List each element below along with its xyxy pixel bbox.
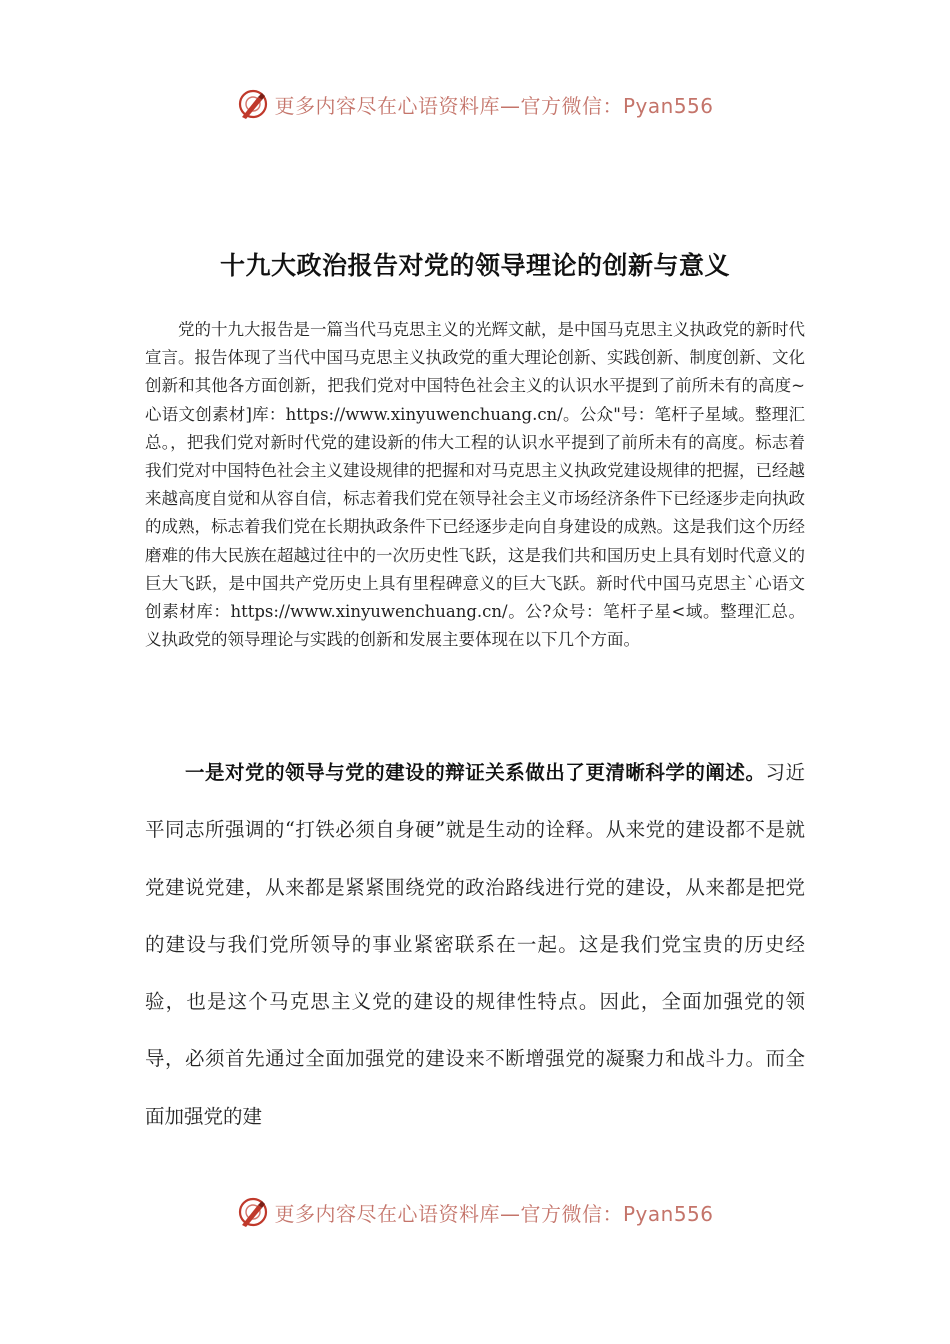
header-banner-text: 更多内容尽在心语资料库—官方微信：Pyan556 bbox=[274, 93, 714, 118]
footer-wechat-id: Pyan556 bbox=[622, 1201, 714, 1226]
document-title: 十九大政治报告对党的领导理论的创新与意义 bbox=[219, 251, 730, 280]
intro-paragraph: 党的十九大报告是一篇当代马克思主义的光辉文献，是中国马克思主义执政党的新时代宣言。报告体现了当代中国马克思主义执政党的重大理论创新、实践创新、制度创新、文化创新和其他各方面创新，把我们党对中国特色社会主义的认识水平提到了前所未有的高度~心语文创素材]库：https://www.xinyuwenchuang.cn/。公众"号：笔杆子星域。整理汇总。，把我们党对新时代党的建设新的伟大工程的认识水平提到了前所未有的高度。标志着我们党对中国特色社会主义建设规律的把握和对马克思主义执政党建设规律的把握，已经越来越高度自觉和从容自信，标志着我们党在领导社会主义市场经济条件下已经逐步走向执政的成熟，标志着我们党在长期执政条件下已经逐步走向自身建设的成熟。这是我们这个历经磨难的伟大民族在超越过往中的一次历史性飞跃，这是我们共和国历史上具有划时代意义的巨大飞跃，是中国共产党历史上具有里程碑意义的巨大飞跃。新时代中国马克思主`心语文创素材库：https://www.xinyuwenchuang.cn/。公?众号：笔杆子星<域。整理汇总。义执政党的领导理论与实践的创新和发展主要体现在以下几个方面。 bbox=[145, 320, 805, 650]
footer-banner-text: 更多内容尽在心语资料库—官方微信：Pyan556 bbox=[274, 1201, 714, 1226]
pen-circle-logo-icon bbox=[236, 87, 270, 121]
pen-circle-logo-icon bbox=[236, 1195, 270, 1229]
section-paragraph bbox=[145, 744, 805, 1145]
header-banner bbox=[0, 84, 950, 124]
header-wechat-id: Pyan556 bbox=[622, 93, 714, 118]
section-body: 习近平同志所强调的“打铁必须自身硬”就是生动的诠释。从来党的建设都不是就党建说党建，从来都是紧紧围绕党的政治路线进行党的建设，从来都是把党的建设与我们党所领导的事业紧密联系在一起。这是我们党宝贵的历史经验，也是这个马克思主义党的建设的规律性特点。因此，全面加强党的领导，必须首先通过全面加强党的建设来不断增强党的凝聚力和战斗力。而全面加强党的建 bbox=[145, 761, 805, 1128]
footer-banner bbox=[0, 1192, 950, 1232]
section-lead: 一是对党的领导与党的建设的辩证关系做出了更清晰科学的阐述。 bbox=[185, 761, 766, 784]
